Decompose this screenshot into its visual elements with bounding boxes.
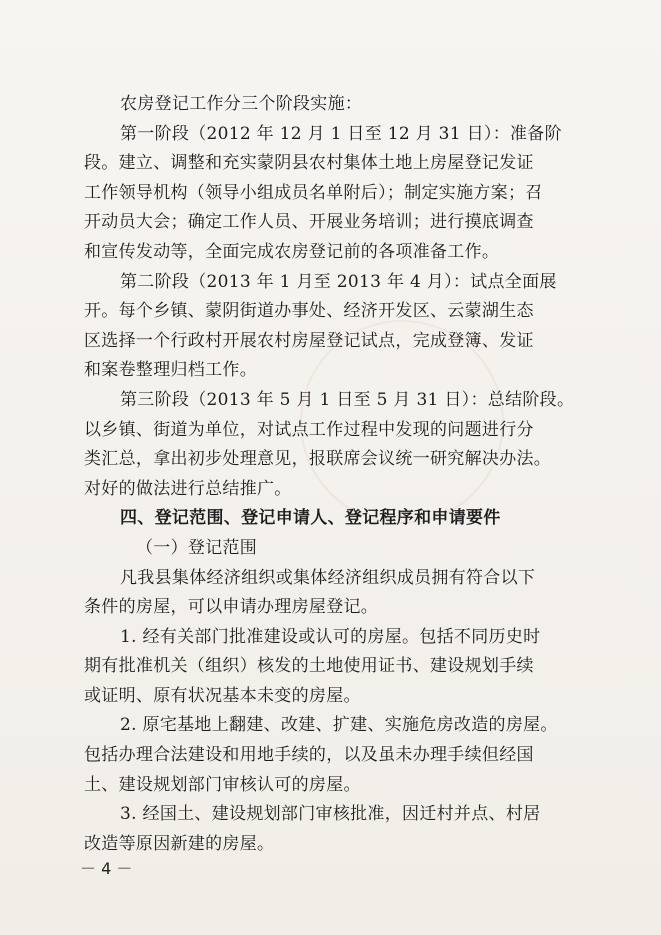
text-line: 第一阶段（2012 年 12 月 1 日至 12 月 31 日）：准备阶: [120, 123, 562, 144]
text-line: 改造等原因新建的房屋。: [84, 833, 275, 854]
text-line: 以乡镇、街道为单位，对试点工作过程中发现的问题进行分: [84, 419, 534, 440]
text-line: 土、建设规划部门审核认可的房屋。: [84, 774, 361, 795]
text-line: 期有批准机关（组织）核发的土地使用证书、建设规划手续: [84, 656, 534, 677]
text-line: 2. 原宅基地上翻建、改建、扩建、实施危房改造的房屋。: [120, 715, 558, 736]
paragraph: [84, 800, 594, 859]
paragraph: [84, 120, 594, 268]
text-line: 工作领导机构（领导小组成员名单附后）；制定实施方案；召: [84, 182, 543, 203]
paragraph: [84, 268, 594, 386]
text-line: 四、登记范围、登记申请人、登记程序和申请要件: [120, 508, 501, 529]
text-line: 区选择一个行政村开展农村房屋登记试点，完成登簿、发证: [84, 330, 534, 351]
text-line: 3. 经国土、建设规划部门审核批准，因迁村并点、村居: [120, 804, 541, 825]
subsection-heading: [84, 534, 594, 564]
paragraph: [84, 386, 594, 504]
text-line: 开动员大会；确定工作人员、开展业务培训；进行摸底调查: [84, 212, 534, 233]
text-line: 和案卷整理归档工作。: [84, 360, 257, 381]
text-line: 和宣传发动等，全面完成农房登记前的各项准备工作。: [84, 241, 500, 262]
paragraph: [84, 90, 594, 120]
document-body: [84, 90, 594, 859]
text-line: 1. 经有关部门批准建设或认可的房屋。包括不同历史时: [120, 626, 541, 647]
text-line: 类汇总，拿出初步处理意见，报联席会议统一研究解决办法。: [84, 449, 552, 470]
section-heading: [84, 504, 594, 534]
text-line: 农房登记工作分三个阶段实施：: [120, 94, 363, 114]
paragraph: [84, 623, 594, 712]
text-line: 或证明、原有状况基本未变的房屋。: [84, 685, 361, 706]
text-line: 段。建立、调整和充实蒙阴县农村集体土地上房屋登记发证: [84, 153, 534, 174]
paragraph: [84, 711, 594, 800]
text-line: 条件的房屋，可以申请办理房屋登记。: [84, 597, 379, 618]
page-number: － 4 －: [80, 859, 133, 878]
text-line: 对好的做法进行总结推广。: [84, 478, 292, 499]
text-line: 开。每个乡镇、蒙阴街道办事处、经济开发区、云蒙湖生态: [84, 301, 534, 322]
text-line: 凡我县集体经济组织或集体经济组织成员拥有符合以下: [120, 567, 536, 588]
paragraph: [84, 564, 594, 623]
text-line: 包括办理合法建设和用地手续的，以及虽未办理手续但经国: [84, 745, 534, 766]
text-line: （一）登记范围: [136, 537, 258, 558]
text-line: 第二阶段（2013 年 1 月至 2013 年 4 月）：试点全面展: [120, 271, 557, 292]
text-line: 第三阶段（2013 年 5 月 1 日至 5 月 31 日）：总结阶段。: [120, 389, 575, 410]
